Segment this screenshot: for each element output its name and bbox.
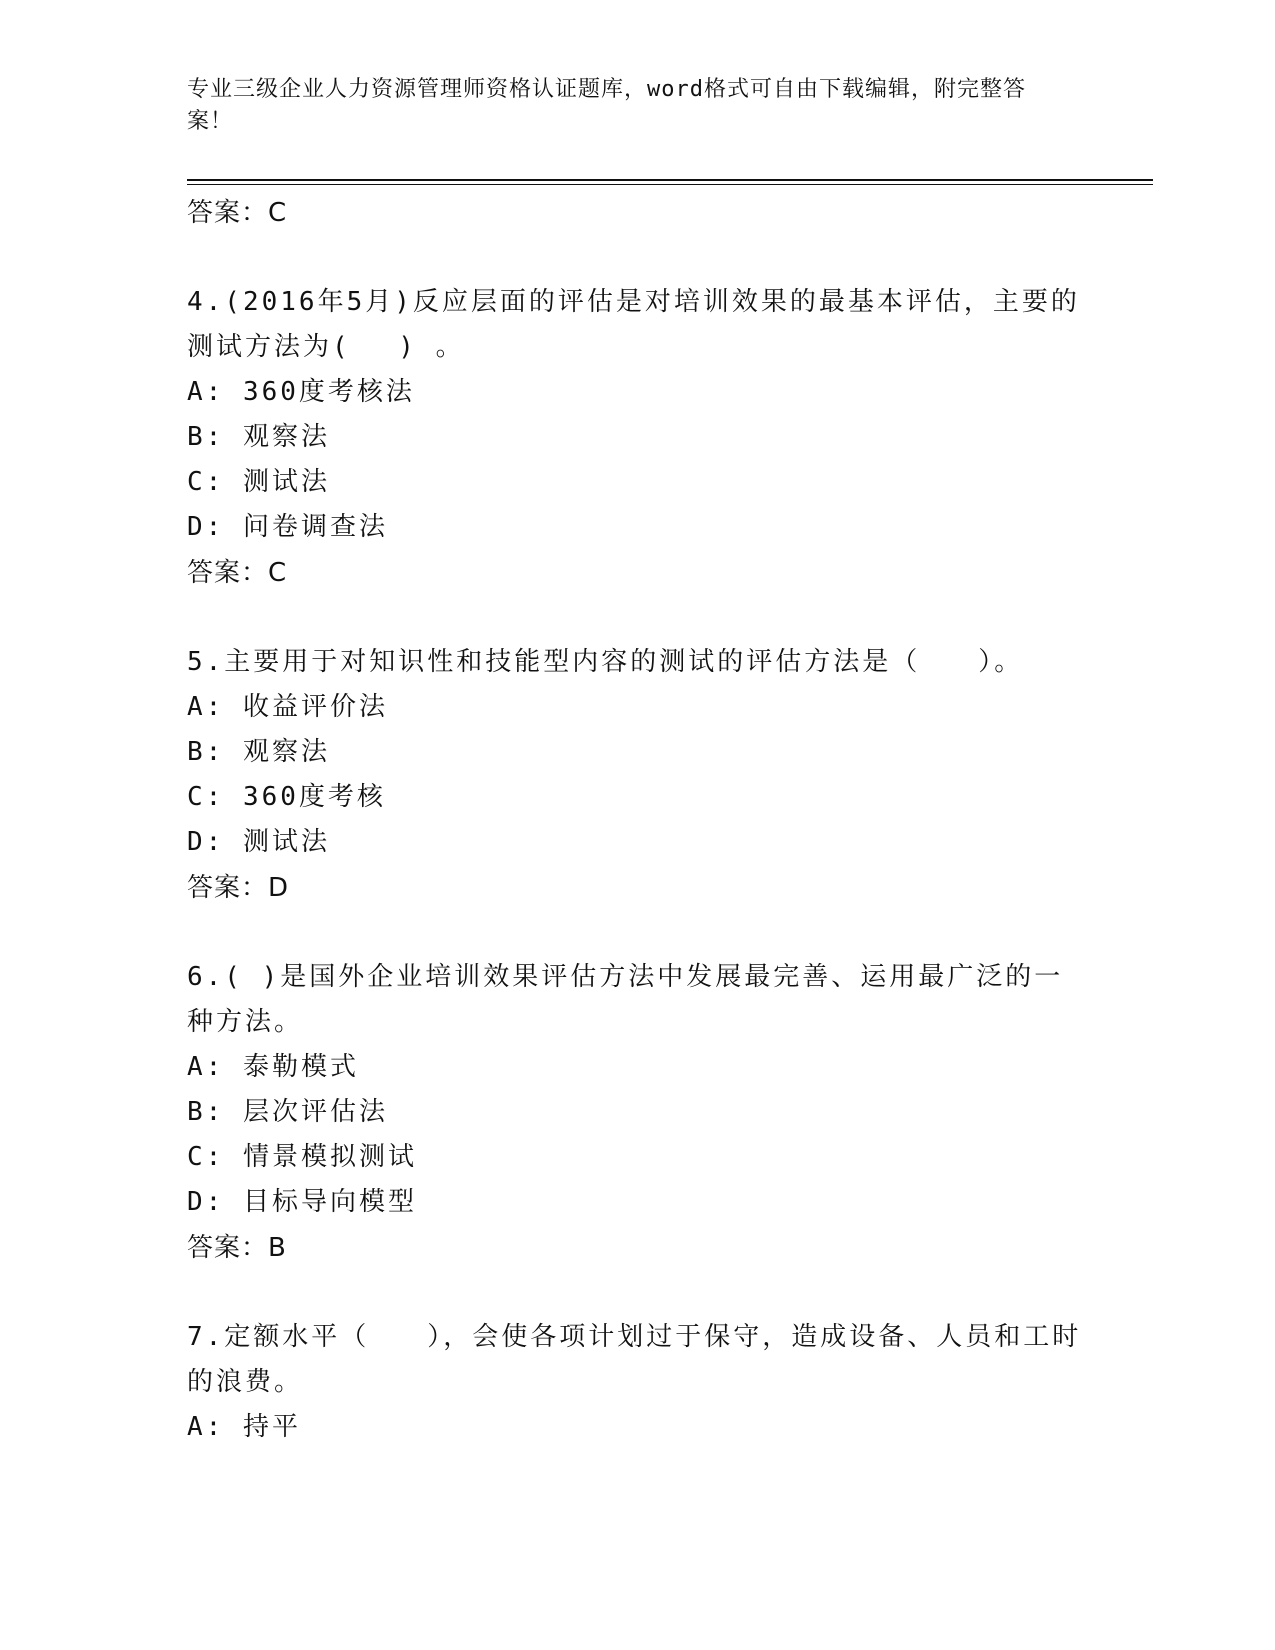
- question-list: [187, 190, 1087, 1450]
- question-stem: 4.(2016年5月)反应层面的评估是对培训效果的最基本评估，主要的测试方法为( ) 。: [187, 287, 1080, 362]
- option-d: D: 目标导向模型: [187, 1187, 417, 1217]
- answer-line: 答案：B: [187, 1233, 287, 1263]
- question-stem: 5.主要用于对知识性和技能型内容的测试的评估方法是（ ）。: [187, 647, 1024, 677]
- question-4: [187, 280, 1087, 596]
- answer-line: 答案：C: [187, 558, 288, 588]
- answer-line: 答案：D: [187, 873, 290, 903]
- answer-line: 答案：C: [187, 198, 288, 228]
- question-5: [187, 640, 1087, 911]
- option-b: B: 观察法: [187, 422, 330, 452]
- option-c: C: 360度考核: [187, 782, 386, 812]
- option-a: A: 泰勒模式: [187, 1052, 359, 1082]
- option-d: D: 问卷调查法: [187, 512, 388, 542]
- question-stem: 7.定额水平（ ），会使各项计划过于保守，造成设备、人员和工时的浪费。: [187, 1322, 1082, 1397]
- option-a: A: 360度考核法: [187, 377, 415, 407]
- option-d: D: 测试法: [187, 827, 330, 857]
- option-c: C: 情景模拟测试: [187, 1142, 417, 1172]
- option-b: B: 观察法: [187, 737, 330, 767]
- option-a: A: 收益评价法: [187, 692, 388, 722]
- question-7: [187, 1315, 1087, 1450]
- option-c: C: 测试法: [187, 467, 330, 497]
- option-b: B: 层次评估法: [187, 1097, 388, 1127]
- question-stem: 6.( )是国外企业培训效果评估方法中发展最完善、运用最广泛的一种方法。: [187, 962, 1064, 1037]
- header-divider-thin: [187, 184, 1153, 185]
- question-6: [187, 955, 1087, 1271]
- header-divider-thick: [187, 179, 1153, 181]
- document-header: 专业三级企业人力资源管理师资格认证题库，word格式可自由下载编辑，附完整答案！: [187, 77, 1026, 134]
- option-a: A: 持平: [187, 1412, 301, 1442]
